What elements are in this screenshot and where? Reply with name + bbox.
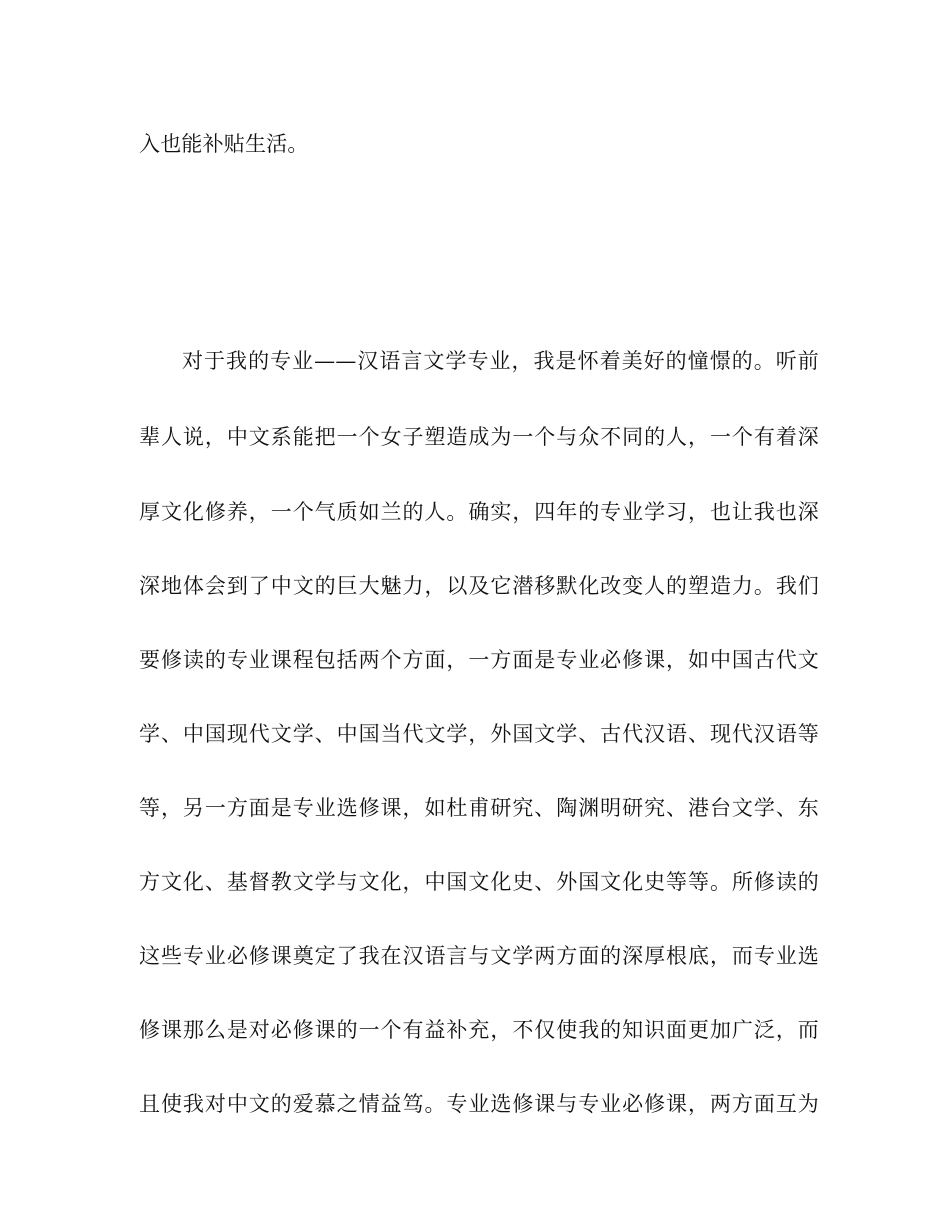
paragraph-line-10: 修课那么是对必修课的一个有益补充，不仅使我的知识面更加广泛，而 xyxy=(139,1018,819,1042)
paragraph-line-7: 等，另一方面是专业选修课，如杜甫研究、陶渊明研究、港台文学、东 xyxy=(139,796,819,820)
paragraph-line-5: 要修读的专业课程包括两个方面，一方面是专业必修课，如中国古代文 xyxy=(139,648,819,672)
paragraph-line-9: 这些专业必修课奠定了我在汉语言与文学两方面的深厚根底，而专业选 xyxy=(139,944,819,968)
paragraph-line-11: 且使我对中文的爱慕之情益笃。专业选修课与专业必修课，两方面互为 xyxy=(139,1092,819,1116)
paragraph-line-6: 学、中国现代文学、中国当代文学，外国文学、古代汉语、现代汉语等 xyxy=(139,722,819,746)
paragraph-line-2: 辈人说，中文系能把一个女子塑造成为一个与众不同的人，一个有着深 xyxy=(139,425,819,449)
paragraph-line-3: 厚文化修养，一个气质如兰的人。确实，四年的专业学习，也让我也深 xyxy=(139,500,819,524)
carryover-line: 入也能补贴生活。 xyxy=(139,132,309,156)
paragraph-line-1: 对于我的专业——汉语言文学专业，我是怀着美好的憧憬的。听前 xyxy=(182,349,819,373)
paragraph-line-8: 方文化、基督教文学与文化，中国文化史、外国文化史等等。所修读的 xyxy=(139,870,819,894)
paragraph-line-4: 深地体会到了中文的巨大魅力，以及它潜移默化改变人的塑造力。我们 xyxy=(139,574,819,598)
